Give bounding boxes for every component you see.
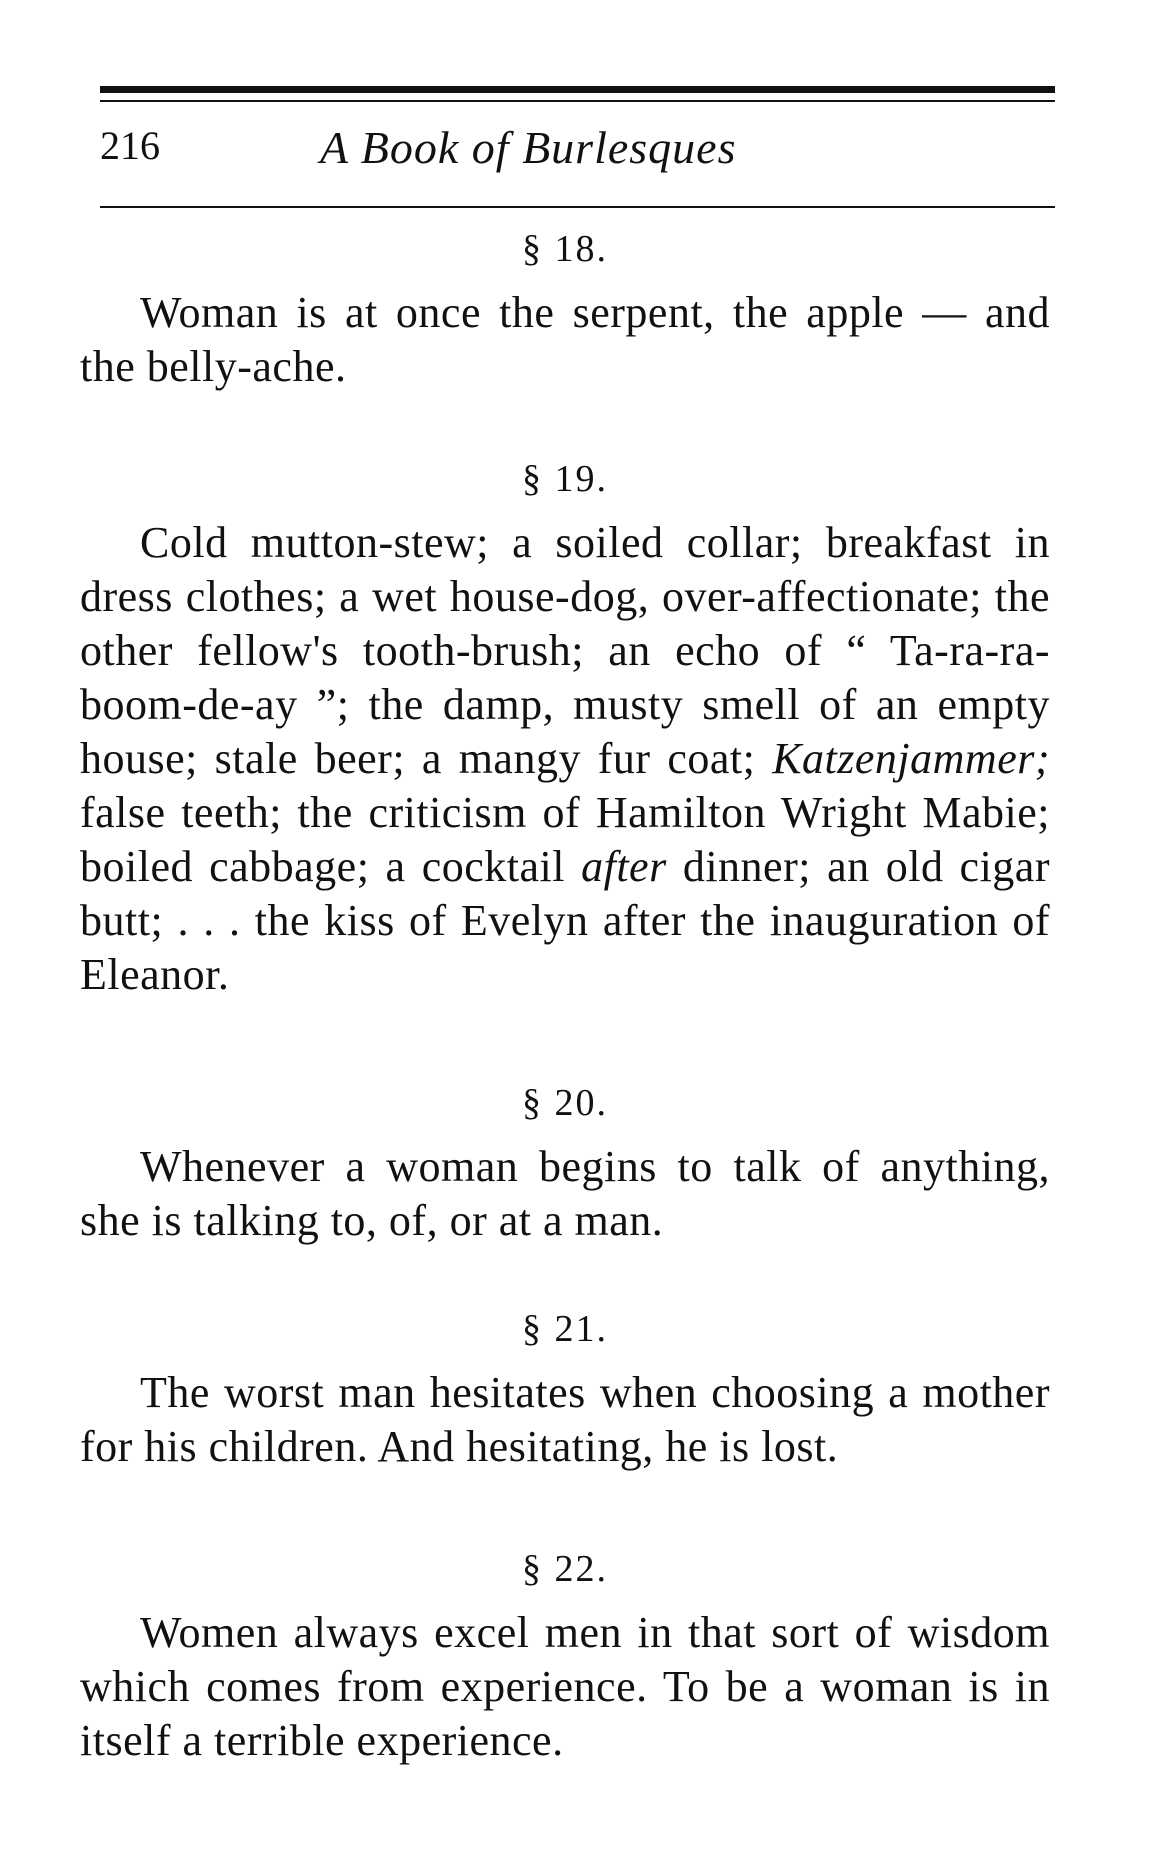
section-text-part: Cold mutton-stew; a soiled collar; breakfast in dress clothes; a wet house-dog, over-affectionate; the other fellow's tooth-brush; an echo of “ Ta-ra-ra-boom-de-ay ”; the damp, musty smell of an empty house; stale beer; a mangy fur coat; xyxy=(80,518,1050,783)
section-text-part: dinner; an old cigar butt; . . . the kiss of Evelyn after the inauguration of Eleanor. xyxy=(80,842,1050,999)
header-rule xyxy=(100,206,1055,208)
top-rule-thin xyxy=(100,100,1055,102)
section-22 xyxy=(80,1546,1050,1768)
section-heading: § 18. xyxy=(522,228,608,270)
section-heading: § 19. xyxy=(522,458,608,500)
section-text-italic: Katzenjammer; xyxy=(772,734,1050,783)
section-heading: § 21. xyxy=(522,1308,608,1350)
section-text-part: false teeth; the criticism of Hamilton Wright Mabie; boiled cabbage; a cocktail xyxy=(80,788,1050,891)
section-text-italic: after xyxy=(581,842,667,891)
section-20 xyxy=(80,1080,1050,1248)
running-head xyxy=(100,116,1055,176)
section-text: Woman is at once the serpent, the apple — and the belly-ache. xyxy=(80,288,1050,391)
page-number: 216 xyxy=(100,123,160,168)
section-heading: § 22. xyxy=(522,1548,608,1590)
section-text: Whenever a woman begins to talk of anything, she is talking to, of, or at a man. xyxy=(80,1142,1050,1245)
section-text xyxy=(80,516,1050,1002)
section-19 xyxy=(80,456,1050,1002)
top-rule-thick xyxy=(100,86,1055,93)
section-text: Women always excel men in that sort of wisdom which comes from experience. To be a woman is in itself a terrible experience. xyxy=(80,1608,1050,1765)
section-text: The worst man hesitates when choosing a mother for his children. And hesitating, he is lost. xyxy=(80,1368,1050,1471)
section-21 xyxy=(80,1306,1050,1474)
book-title: A Book of Burlesques xyxy=(320,122,737,173)
section-18 xyxy=(80,226,1050,394)
section-heading: § 20. xyxy=(522,1082,608,1124)
